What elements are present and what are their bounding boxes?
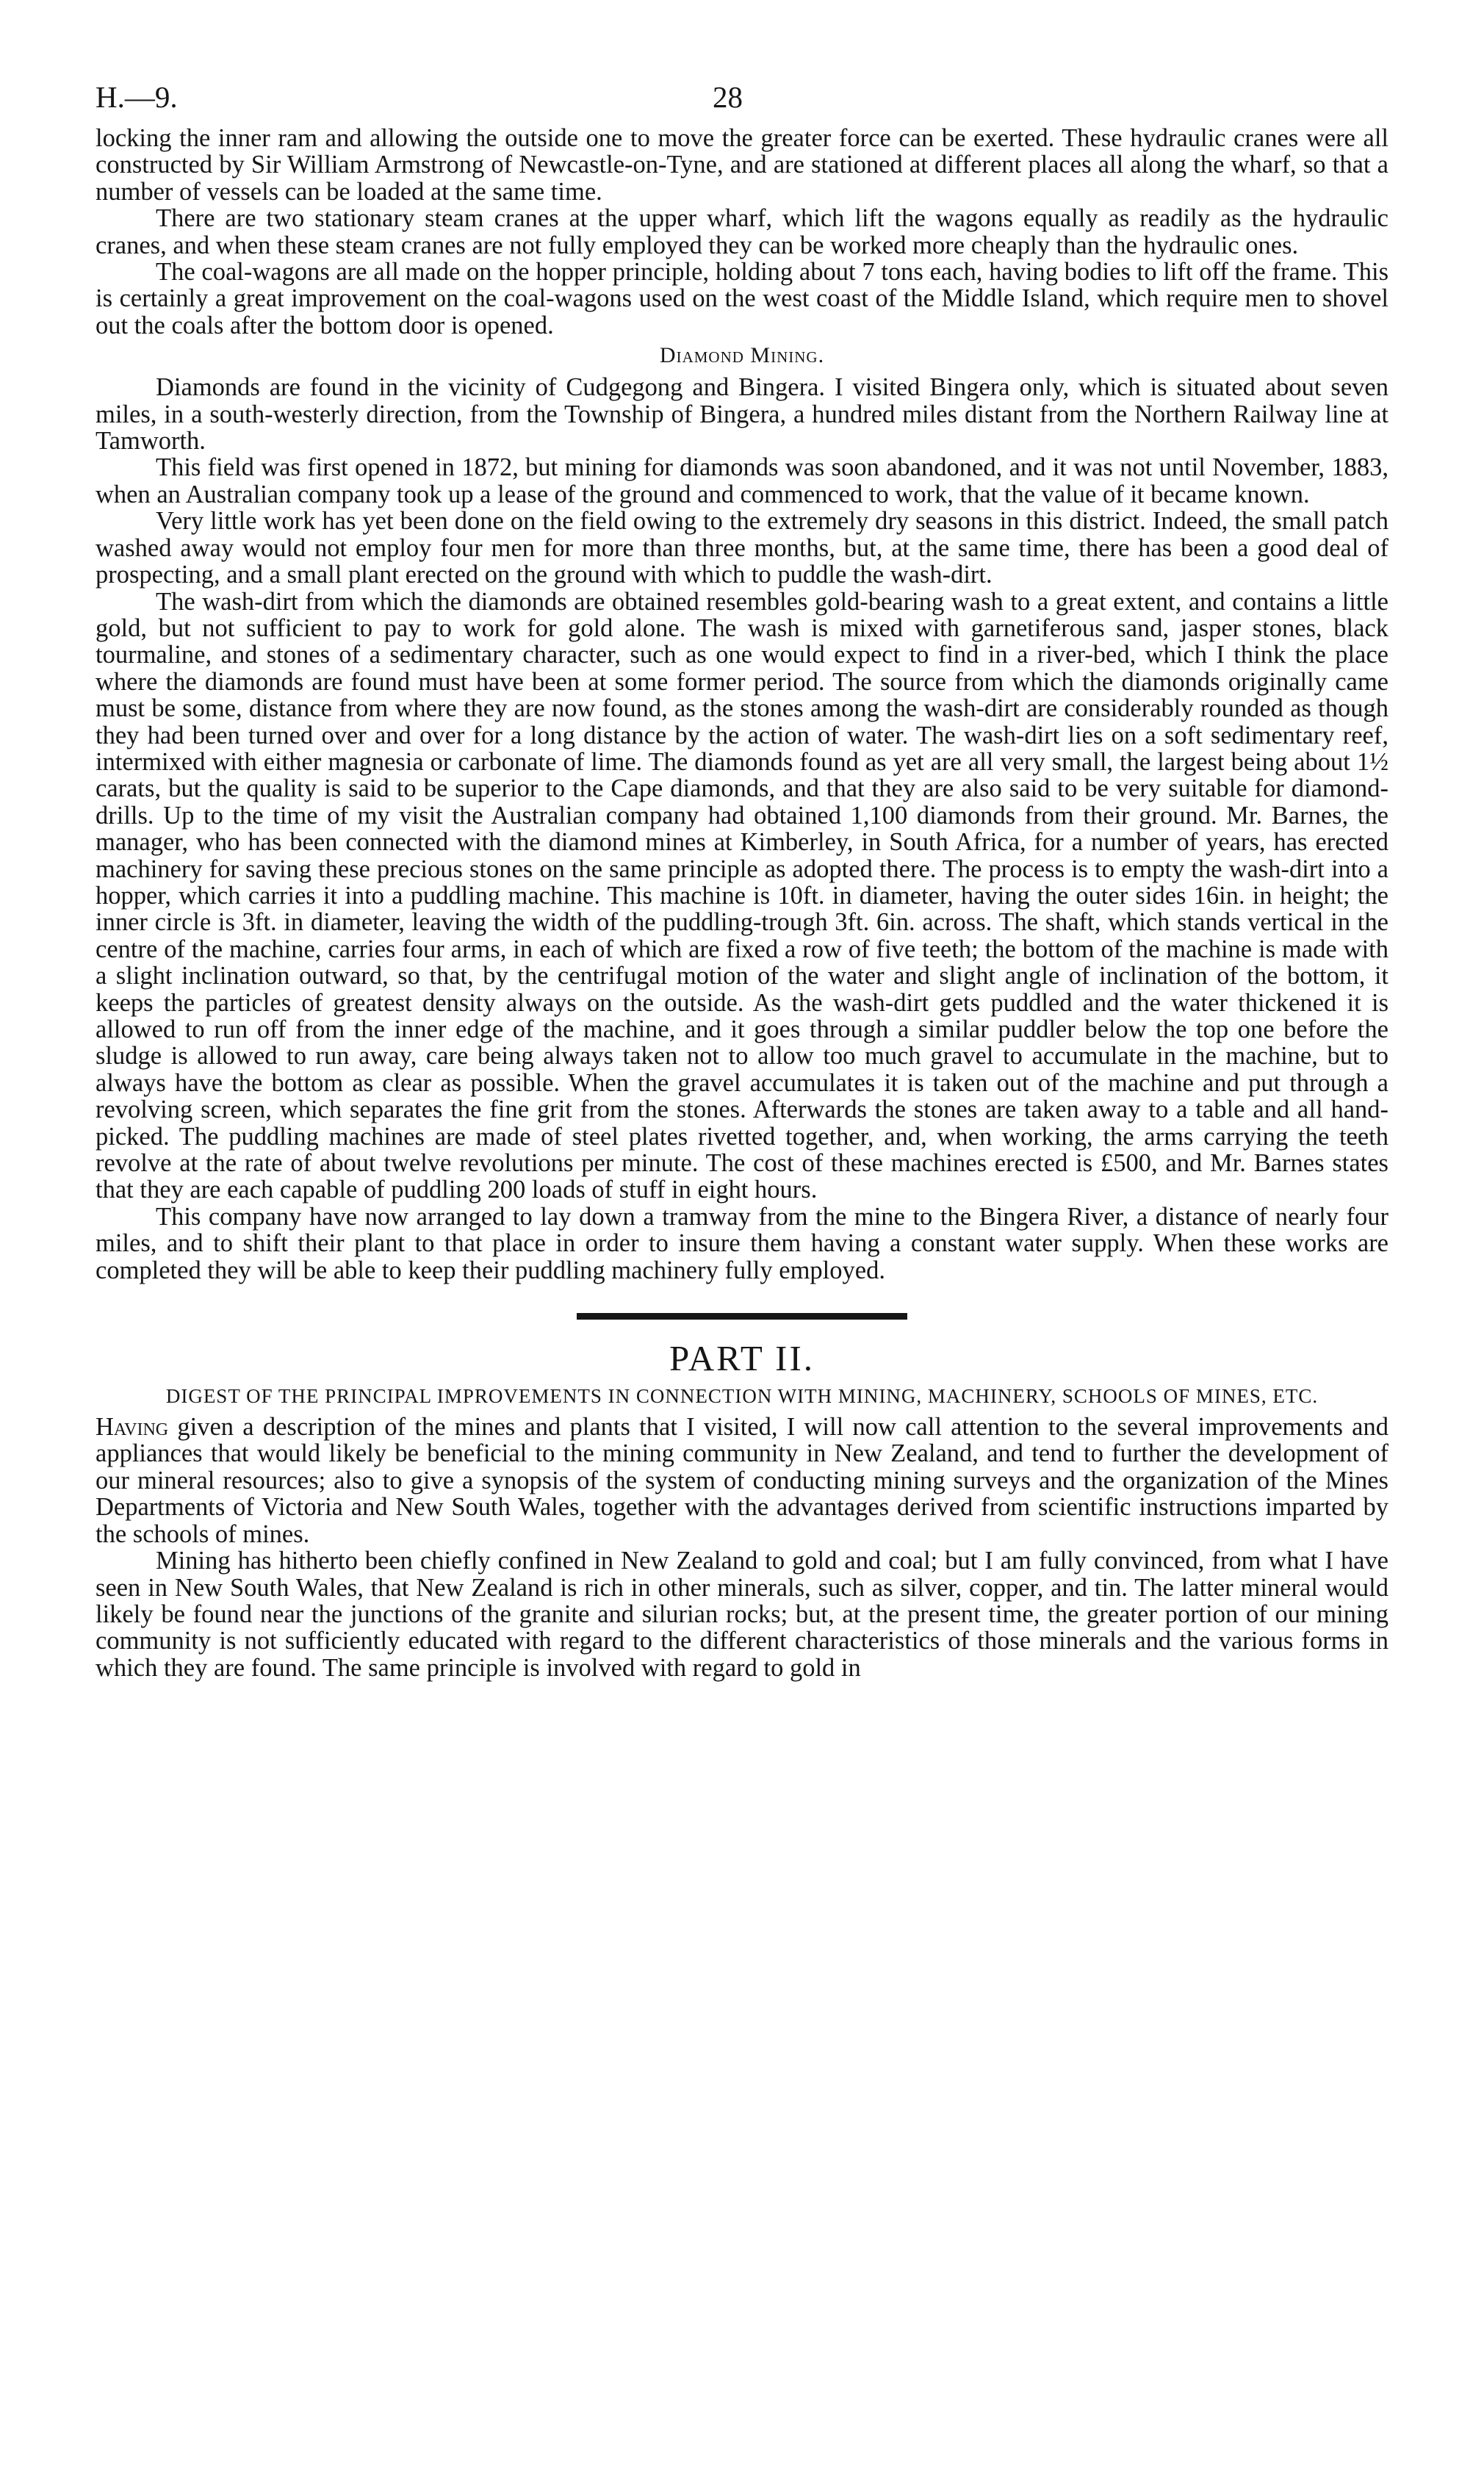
section-heading-diamond-mining: Diamond Mining. [659, 343, 825, 368]
paragraph: locking the inner ram and allowing the outside one to move the greater force can be exerted. These hydraulic cranes were all constructed by Sir William Armstrong of Newcastle-on-Tyne, and are stationed at different places all along the wharf, so that a number of vessels can be loaded at the same time. [96, 124, 1388, 206]
document-reference: H.—9. [96, 80, 178, 114]
section-divider [577, 1313, 907, 1320]
paragraph: Mining has hitherto been chiefly confined in New Zealand to gold and coal; but I am fully convinced, from what I have seen in New South Wales, that New Zealand is rich in other minerals, such as silver, copper, and tin. The latter mineral would likely be found near the junctions of the granite and silurian rocks; but, at the present time, the greater portion of our mining community is not sufficiently educated with regard to the different characteristics of those minerals and the various forms in which they are found. The same principle is involved with regard to gold in [96, 1547, 1388, 1682]
paragraph-text: given a description of the mines and plants that I visited, I will now call attention to the several improvements and appliances that would likely be beneficial to the mining community in New Zealand, and tend to further the development of our mineral resources; also to give a synopsis of the system of conducting mining surveys and the organization of the Mines Departments of Victoria and New South Wales, together with the advantages derived from scientific instructions imparted by the schools of mines. [96, 1413, 1388, 1548]
document-page [96, 73, 1388, 1681]
part-subtitle: DIGEST OF THE PRINCIPAL IMPROVEMENTS IN CONNECTION WITH MINING, MACHINERY, SCHOOLS OF MINES, ETC. [165, 1385, 1319, 1408]
paragraph: Diamonds are found in the vicinity of Cudgegong and Bingera. I visited Bingera only, which is situated about seven miles, in a south-westerly direction, from the Township of Bingera, a hundred miles distant from the Northern Railway line at Tamworth. [96, 373, 1388, 456]
lead-word: Having [96, 1413, 169, 1442]
paragraph: There are two stationary steam cranes at the upper wharf, which lift the wagons equally as readily as the hydraulic cranes, and when these steam cranes are not fully employed they can be worked more cheaply than the hydraulic ones. [96, 204, 1388, 259]
page-header [96, 73, 1388, 125]
body-text [96, 125, 1388, 1681]
paragraph: This field was first opened in 1872, but mining for diamonds was soon abandoned, and it was not until November, 1883, when an Australian company took up a lease of the ground and commenced to work, that the value of it became known. [96, 453, 1388, 508]
part-title: PART II. [669, 1338, 815, 1379]
paragraph [96, 1414, 1388, 1547]
page-number: 28 [713, 80, 743, 114]
paragraph: The wash-dirt from which the diamonds are obtained resembles gold-bearing wash to a great extent, and contains a little gold, but not sufficient to pay to work for gold alone. The wash is mixed with garnetiferous sand, jasper stones, black tourmaline, and stones of a sedimentary character, such as one would expect to find in a river-bed, which I think the place where the diamonds are found must have been at some former period. The source from which the diamonds originally came must be some, distance from where they are now found, as the stones among the wash-dirt are considerably rounded as though they had been turned over and over for a long distance by the action of water. The wash-dirt lies on a soft sedimentary reef, intermixed with either magnesia or carbonate of lime. The diamonds found as yet are all very small, the largest being about 1½ carats, but the quality is said to be superior to the Cape diamonds, and that they are also said to be very suitable for diamond-drills. Up to the time of my visit the Australian company had obtained 1,100 diamonds from their ground. Mr. Barnes, the manager, who has been connected with the diamond mines at Kimberley, in South Africa, for a number of years, has erected machinery for saving these precious stones on the same principle as adopted there. The process is to empty the wash-dirt into a hopper, which carries it into a puddling machine. This machine is 10ft. in diameter, having the outer sides 16in. in height; the inner circle is 3ft. in diameter, leaving the width of the puddling-trough 3ft. 6in. across. The shaft, which stands vertical in the centre of the machine, carries four arms, in each of which are fixed a row of five teeth; the bottom of the machine is made with a slight inclination outward, so that, by the centrifugal motion of the water and slight angle of inclination of the bottom, it keeps the particles of greatest density always on the outside. As the wash-dirt gets puddled and the water thickened it is allowed to run off from the inner edge of the machine, and it goes through a similar puddler below the top one before the sludge is allowed to run away, care being always taken not to allow too much gravel to accumulate in the machine, but to always have the bottom as clear as possible. When the gravel accumulates it is taken out of the machine and put through a revolving screen, which separates the fine grit from the stones. Afterwards the stones are taken away to a table and all hand-picked. The puddling machines are made of steel plates rivetted together, and, when working, the arms carrying the teeth revolve at the rate of about twelve revolutions per minute. The cost of these machines erected is £500, and Mr. Barnes states that they are each capable of puddling 200 loads of stuff in eight hours. [96, 587, 1388, 1204]
paragraph: The coal-wagons are all made on the hopper principle, holding about 7 tons each, having bodies to lift off the frame. This is certainly a great improvement on the coal-wagons used on the west coast of the Middle Island, which require men to shovel out the coals after the bottom door is opened. [96, 258, 1388, 339]
paragraph: This company have now arranged to lay down a tramway from the mine to the Bingera River, a distance of nearly four miles, and to shift their plant to that place in order to insure them having a constant water supply. When these works are completed they will be able to keep their puddling machinery fully employed. [96, 1202, 1388, 1284]
paragraph: Very little work has yet been done on the field owing to the extremely dry seasons in this district. Indeed, the small patch washed away would not employ four men for more than three months, but, at the same time, there has been a good deal of prospecting, and a small plant erected on the ground with which to puddle the wash-dirt. [96, 507, 1388, 589]
